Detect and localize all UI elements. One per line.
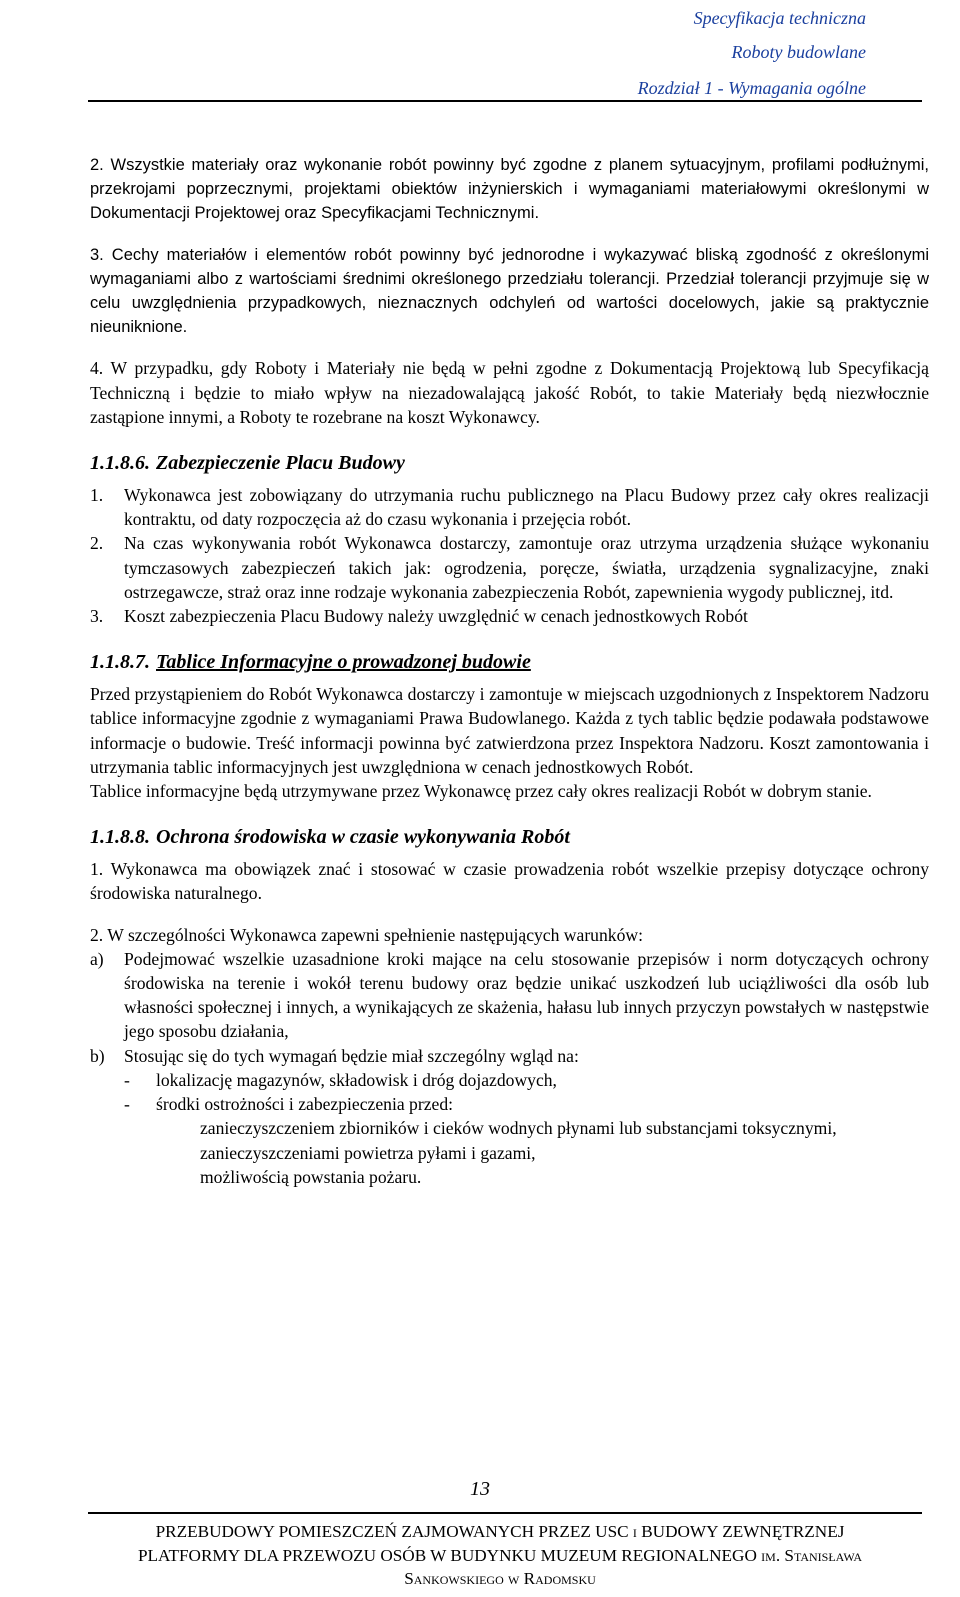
section-number: 1.1.8.8. [90,826,150,849]
list-item [90,531,929,604]
header-chapter: Rozdział 1 - Wymagania ogólne [637,78,866,98]
list-marker: 2. [90,533,104,554]
dash-item-precautions [90,1092,929,1116]
list-marker: 1. [90,485,104,506]
dash-marker: - [124,1094,130,1115]
footer-text-smallcaps: im. Stanisława [761,1545,863,1565]
paragraph-4: 4. W przypadku, gdy Roboty i Materiały nie będą w pełni zgodne z Dokumentacją Projektową lub Specyfikacją Techniczną i będzie to miało wpływ na niezadowalającą jakość Robót, to takie Materiały będą niezwłocznie zastąpione innymi, a Roboty te rozebrane na koszt Wykonawcy. [90,358,929,427]
list-item [90,483,929,531]
list-item-a [90,947,929,1044]
list-text: środki ostrożności i zabezpieczenia przed: [156,1094,454,1115]
list-text: Podejmować wszelkie uzasadnione kroki mające na celu stosowanie przepisów i norm dotyczących ochrony środowiska na terenie i wokół terenu budowy oraz będzie unikać uszkodzeń lub uciążliwości dla osób lub własności społecznej i innych, a wynikających ze skażenia, hałasu lub innych przyczyn powstałych w następstwie jego sposobu działania, [124,948,929,1042]
list-marker: a) [90,948,104,969]
page-header [88,0,922,102]
section-number: 1.1.8.6. [90,452,150,475]
environment-paragraph-2: 2. W szczególności Wykonawca zapewni spełnienie następujących warunków: [90,924,643,945]
section-title: Tablice Informacyjne o prowadzonej budowie [156,651,531,674]
footer-text: BUDOWY ZEWNĘTRZNEJ [636,1522,845,1541]
info-boards-paragraph: Przed przystąpieniem do Robót Wykonawca dostarczy i zamontuje w miejscach uzgodnionych z Inspektorem Nadzoru tablice informacyjne zgodnie z wymaganiami Prawa Budowlanego. Każda z tych tablic będzie podawała podstawowe informacje o budowie. Treść informacji powinna być zatwierdzona przez Inspektora Nadzoru. Koszt zamontowania i utrzymania tablic informacyjnych jest uwzględniona w cenach jednostkowych Robót. [90,684,929,777]
footer-line-1 [70,1520,930,1544]
list-text: Na czas wykonywania robót Wykonawca dostarczy, zamontuje oraz utrzyma urządzenia służące wykonaniu tymczasowych zabezpieczeń takich jak: ogrodzenia, poręcze, światła, urządzenia sygnalizacyjne, znaki ostrzegawcze, straż oraz inne rodzaje wykonania zabezpieczenia Robót, zapewnienia wygody publicznej, itd. [124,533,929,602]
page-footer [70,1520,930,1591]
site-security-list [90,483,929,628]
header-spec-title: Specyfikacja techniczna [693,8,866,28]
dash-item-location [90,1068,929,1092]
list-text: Wykonawca jest zobowiązany do utrzymania ruchu publicznego na Placu Budowy przez cały okres realizacji kontraktu, od daty rozpoczęcia aż do czasu wykonania i przejęcia robót. [124,485,929,530]
section-heading-1-1-8-7 [90,648,929,676]
section-title: Ochrona środowiska w czasie wykonywania Robót [156,826,570,849]
section-title: Zabezpieczenie Placu Budowy [156,452,405,475]
precaution-item: zanieczyszczeniem zbiorników i cieków wodnych płynami lub substancjami toksycznymi, [200,1118,837,1139]
footer-text: PRZEBUDOWY POMIESZCZEŃ ZAJMOWANYCH PRZEZ USC [155,1522,633,1541]
precaution-item: możliwością powstania pożaru. [200,1166,422,1187]
list-text: Stosując się do tych wymagań będzie miał szczególny wgląd na: [124,1045,579,1066]
list-marker: b) [90,1045,105,1066]
section-heading-1-1-8-6 [90,449,929,477]
footer-text: PLATFORMY DLA PRZEWOZU OSÓB W BUDYNKU MUZEUM REGIONALNEGO [137,1545,762,1565]
dash-marker: - [124,1069,130,1090]
precaution-item: zanieczyszczeniami powietrza pyłami i gazami, [200,1142,536,1163]
page-number: 13 [470,1478,490,1500]
footer-line-2 [70,1544,930,1568]
list-text: Koszt zabezpieczenia Placu Budowy należy uwzględnić w cenach jednostkowych Robót [124,606,748,627]
list-item-b [90,1044,929,1068]
section-heading-1-1-8-8 [90,823,929,851]
footer-line-3: Sankowskiego w Radomsku [404,1569,596,1588]
document-body [90,153,929,1189]
section-number: 1.1.8.7. [90,651,150,674]
footer-text-smallcaps: i [632,1522,637,1541]
list-marker: 3. [90,606,104,627]
paragraph-3: 3. Cechy materiałów i elementów robót powinny być jednorodne i wykazywać bliską zgodność z określonymi wymaganiami albo z wartościami średnimi określonego przedziału tolerancji. Przedział tolerancji przyjmuje się w celu uwzględnienia przypadkowych, nieznacznych odchyleń od wartości docelowych, jakie są praktycznie nieuniknione. [90,245,929,337]
environment-paragraph-1: 1. Wykonawca ma obowiązek znać i stosować w czasie prowadzenia robót wszelkie przepisy dotyczące ochrony środowiska naturalnego. [90,859,929,904]
list-text: lokalizację magazynów, składowisk i dróg dojazdowych, [156,1069,557,1090]
list-item [90,604,929,628]
info-boards-paragraph-2: Tablice informacyjne będą utrzymywane przez Wykonawcę przez cały okres realizacji Robót w dobrym stanie. [90,781,872,802]
paragraph-2: 2. Wszystkie materiały oraz wykonanie robót powinny być zgodne z planem sytuacyjnym, profilami podłużnymi, przekrojami poprzecznymi, projektami obiektów inżynierskich i wymaganiami materiałowymi określonymi w Dokumentacji Projektowej oraz Specyfikacjami Technicznymi. [90,156,929,223]
footer-divider [88,1512,922,1514]
header-subtitle: Roboty budowlane [731,42,866,62]
